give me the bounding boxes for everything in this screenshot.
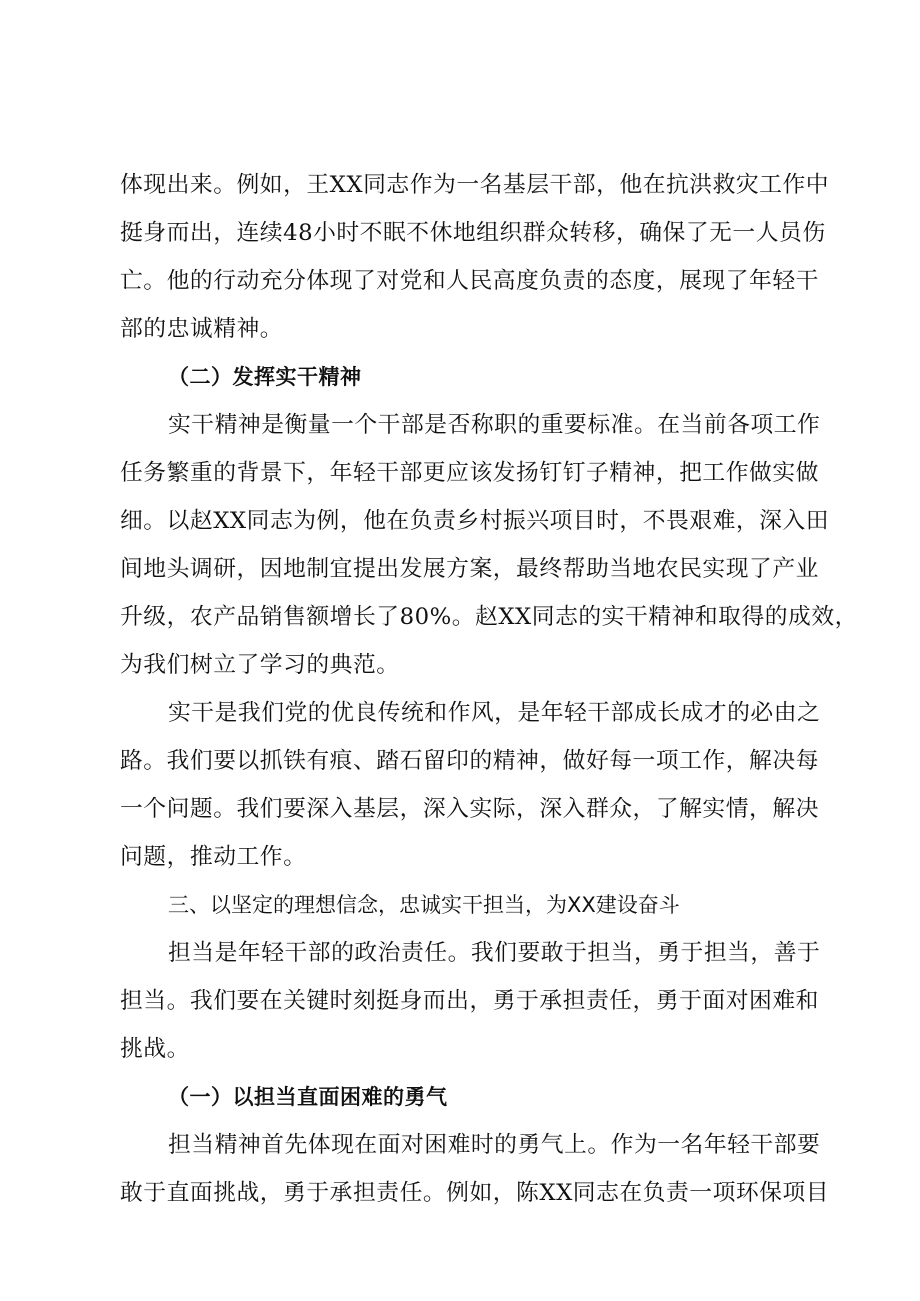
subheading-practical-spirit [120,353,814,401]
text-line: 担当精神首先体现在面对困难时的勇气上。作为一名年轻干部要 [168,1132,821,1158]
text-line: 敢于直面挑战，勇于承担责任。例如，陈XX同志在负责一项环保项目 [120,1180,830,1206]
text-line: 一个问题。我们要深入基层，深入实际，深入群众，了解实情，解决 [120,796,819,822]
text-line: 担当是年轻干部的政治责任。我们要敢于担当，勇于担当，善于 [168,940,821,966]
text-line: 部的忠诚精神。 [120,316,284,342]
document-body [120,161,858,1217]
text-line: 体现出来。例如，王XX同志作为一名基层干部，他在抗洪救灾工作中 [120,172,830,198]
paragraph-practical-spirit [120,401,858,689]
text-line: 挺身而出，连续48小时不眠不休地组织群众转移，确保了无一人员伤 [120,220,826,246]
text-line: 间地头调研，因地制宜提出发展方案，最终帮助当地农民实现了产业 [120,556,819,582]
text-line: 挑战。 [120,1036,190,1062]
text-line: 担当。我们要在关键时刻挺身而出，勇于承担责任，勇于面对困难和 [120,988,819,1014]
paragraph-continuation [120,161,830,353]
section-heading: 三、以坚定的理想信念，忠诚实干担当，为XX建设奋斗 [168,893,680,917]
paragraph-responsibility [120,929,821,1073]
section-subheading: （二）发挥实干精神 [168,365,362,389]
text-line: 问题，推动工作。 [120,844,307,870]
subheading-courage [120,1073,814,1121]
text-line: 任务繁重的背景下，年轻干部更应该发扬钉钉子精神，把工作做实做 [120,460,819,486]
paragraph-courage [120,1121,830,1217]
section-subheading: （一）以担当直面困难的勇气 [168,1085,448,1109]
text-line: 细。以赵XX同志为例，他在负责乡村振兴项目时，不畏艰难，深入田 [120,508,830,534]
text-line: 实干精神是衡量一个干部是否称职的重要标准。在当前各项工作 [168,412,821,438]
text-line: 为我们树立了学习的典范。 [120,652,400,678]
text-line: 升级，农产品销售额增长了80%。赵XX同志的实干精神和取得的成效， [120,604,858,630]
text-line: 亡。他的行动充分体现了对党和人民高度负责的态度，展现了年轻干 [120,268,819,294]
text-line: 路。我们要以抓铁有痕、踏石留印的精神，做好每一项工作，解决每 [120,748,819,774]
text-line: 实干是我们党的优良传统和作风，是年轻干部成长成才的必由之 [168,700,821,726]
paragraph-practical-tradition [120,689,821,881]
section-heading-three [120,881,814,929]
